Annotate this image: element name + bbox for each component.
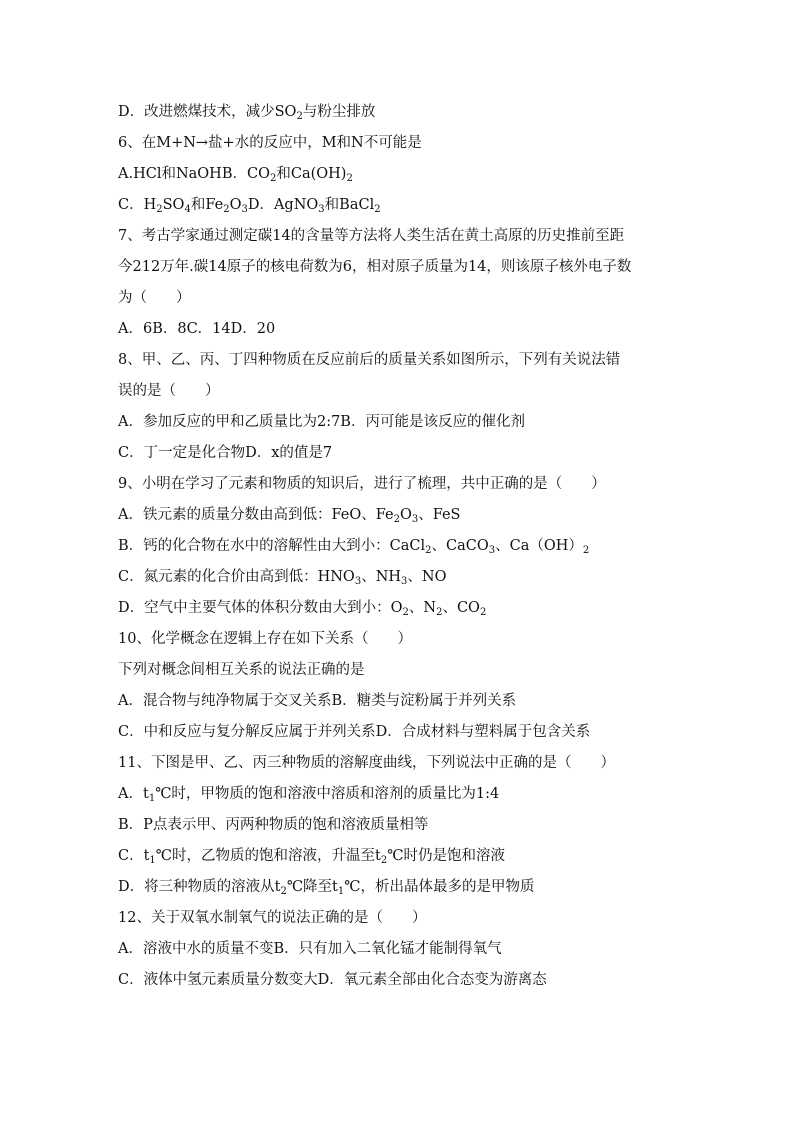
option-line: D．空气中主要气体的体积分数由大到小：$O_2$、$N_2$、$CO_2$ (118, 600, 487, 618)
option-line: A．溶液中水的质量不变B．只有加入二氧化锰才能制得氧气 (118, 941, 502, 957)
option-line: C．丁一定是化合物D．x的值是7 (118, 445, 333, 461)
question-10-cont: 下列对概念间相互关系的说法正确的是 (118, 662, 365, 678)
option-line: A．$t_1℃$时，甲物质的饱和溶液中溶质和溶剂的质量比为1:4 (118, 786, 500, 804)
question-7-cont: 今212万年.碳14原子的核电荷数为6，相对原子质量为14，则该原子核外电子数 (118, 259, 632, 275)
document-body (118, 97, 678, 996)
option-line: A．参加反应的甲和乙质量比为2:7B．丙可能是该反应的催化剂 (118, 414, 525, 430)
option-line: A．6B．8C．14D．20 (118, 321, 276, 337)
question-9: 9、小明在学习了元素和物质的知识后，进行了梳理，共中正确的是（ ） (118, 476, 606, 492)
option-line: A.HCl和NaOHB．$CO_2$和$Ca(OH)_2$ (118, 166, 353, 184)
question-7-cont: 为（ ） (118, 290, 191, 306)
option-line: A．混合物与纯净物属于交叉关系B．糖类与淀粉属于并列关系 (118, 693, 517, 709)
question-6: 6、在M+N→盐+水的反应中，M和N不可能是 (118, 135, 422, 151)
option-line: C．$t_1℃$时，乙物质的饱和溶液，升温至$t_2℃$时仍是饱和溶液 (118, 848, 505, 866)
option-line: A．铁元素的质量分数由高到低：FeO、$Fe_2O_3$、FeS (118, 507, 461, 525)
option-line: D．将三种物质的溶液从$t_2℃$降至$t_1℃$，析出晶体最多的是甲物质 (118, 879, 535, 897)
option-line: C．中和反应与复分解反应属于并列关系D．合成材料与塑料属于包含关系 (118, 724, 591, 740)
question-8: 8、甲、乙、丙、丁四种物质在反应前后的质量关系如图所示，下列有关说法错 (118, 352, 621, 368)
option-line: B．P点表示甲、丙两种物质的饱和溶液质量相等 (118, 817, 429, 833)
option-line: D．改进燃煤技术，减少$SO_2$与粉尘排放 (118, 104, 376, 122)
question-11: 11、下图是甲、乙、丙三种物质的溶解度曲线，下列说法中正确的是（ ） (118, 755, 615, 771)
option-line: B．钙的化合物在水中的溶解性由大到小：CaCl$_2$、CaCO$_3$、$Ca(OH)_2$ (118, 538, 590, 556)
option-line: C．氮元素的化合价由高到低：$HNO_3$、$NH_3$、NO (118, 569, 447, 587)
option-line: C．$H_2SO_4$和$Fe_2O_3D$．AgNO$_3$和BaCl$_2$ (118, 197, 381, 215)
question-8-cont: 误的是（ ） (118, 383, 220, 399)
question-12: 12、关于双氧水制氧气的说法正确的是（ ） (118, 910, 427, 926)
question-7: 7、考古学家通过测定碳14的含量等方法将人类生活在黄土高原的历史推前至距 (118, 228, 625, 244)
question-10: 10、化学概念在逻辑上存在如下关系（ ） (118, 631, 412, 647)
option-line: C．液体中氢元素质量分数变大D．氧元素全部由化合态变为游离态 (118, 972, 547, 988)
